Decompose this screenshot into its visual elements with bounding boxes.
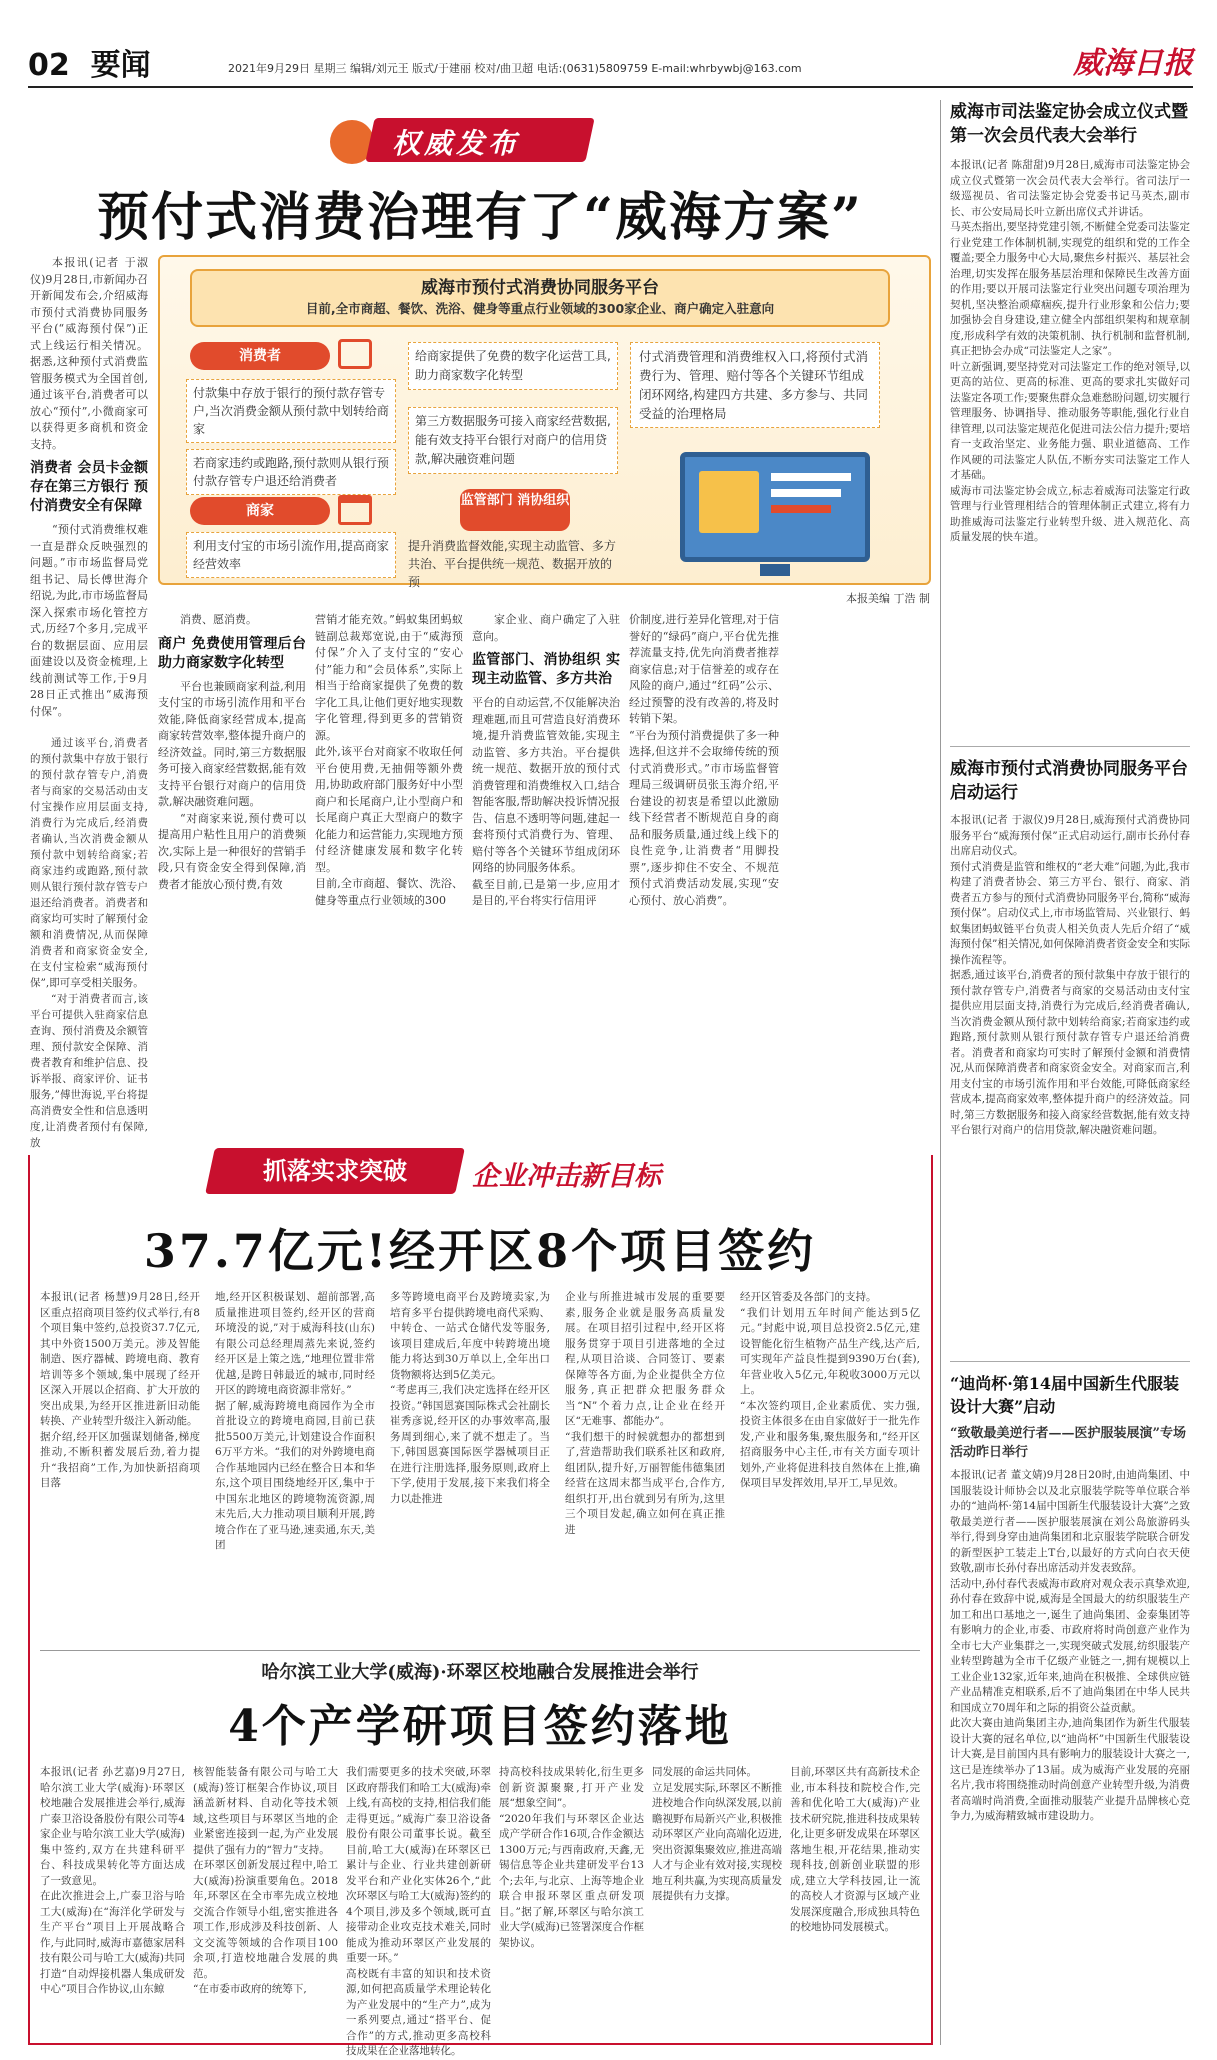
consumer-item: 若商家违约或跑路,预付款则从银行预付款存管专户退还给消费者 bbox=[186, 449, 396, 495]
feature-col: 本报讯(记者 杨慧)9月28日,经开区重点招商项目签约仪式举行,有8个项目集中签约,总投资37.7亿元,其中外资1500万美元。涉及智能制造、医疗器械、跨境电商、教育培训等多个领域,集中展现了经开区深入开展以企招商、扩大开放的突出成果,为经开区推进新旧动能转换、产业转型升级注入新动能。 据介绍,经开区加强谋划储备,梯度推动,不断积蓄发展后劲,着力提升“我招商”工作,为加快新招商项目落 bbox=[40, 1291, 200, 1489]
feature2-col: 我们需要更多的技术突破,环翠区政府帮我们和哈工大(威海)牵上线,有高校的支持,相信我们能走得更远。”威海广泰卫浴设备股份有限公司董事长说。截至目前,哈工大(威海)在环翠区已累计与企业、行业共建创新研发平台和产业化实体26个,“此次环翠区与哈工大(威海)签约的4个项目,涉及多个领域,既可直接带动企业攻克技术难关,同时能成为推动环翠区产业发展的重要一环。” 高校既有丰富的知识和技术资源,如何把高质量学术理论转化为产业发展中的“生产力”,成为一系列要点,通过“搭平台、促合作”的方式,推动更多高校科技成果在企业落地转化。 bbox=[346, 1766, 491, 2057]
divider bbox=[40, 1650, 920, 1651]
newspaper-logo: 威海日报 bbox=[1073, 46, 1193, 81]
merchant-item: 利用支付宝的市场引流作用,提高商家经营效率 bbox=[186, 532, 396, 578]
article-body: “预付式消费维权难一直是群众反映强烈的问题。”市市场监督局党组书记、局长傅世海介绍说,为此,市市场监督局深入探索市场化管控方式,历经7个多月,完成平台的数据层面、应用层面建设以及资金梳理,上线前测试等工作,于9月28日正式推出“威海预付保”。 bbox=[30, 523, 148, 718]
feature2-col: 同发展的命运共同体。 立足发展实际,环翠区不断推进校地合作向纵深发展,以前瞻视野布局新兴产业,积极推动环翠区产业向高端化迈进,突出资源集聚效应,推进高端人才与企业有效对接,实现校地互利共赢,为实现高质量发展提供有力支撑。 bbox=[652, 1766, 782, 1902]
main-article-col1b bbox=[30, 735, 148, 1149]
consumer-item: 付款集中存放于银行的预付款存管专户,当次消费金额从预付款中划转给商家 bbox=[186, 379, 396, 443]
feature2-headline: 4个产学研项目签约落地 bbox=[228, 1701, 732, 1752]
page-number: 02 要闻 bbox=[28, 48, 151, 83]
merchant-label: 商家 bbox=[190, 497, 330, 525]
shopping-cart-icon bbox=[338, 339, 372, 369]
infographic-title: 威海市预付式消费协同服务平台 bbox=[421, 278, 659, 298]
platform-summary: 付式消费管理和消费维权入口,将预付式消费行为、管理、赔付等各个关键环节组成闭环网络,构建四方共建、多方参与、共同受益的治理格局 bbox=[630, 342, 880, 428]
feature-headline: 37.7亿元!经开区8个项目签约 bbox=[143, 1224, 817, 1278]
infographic-credit: 本报美编 丁浩 制 bbox=[846, 592, 930, 605]
main-article-col4 bbox=[472, 612, 620, 1145]
page-info: 2021年9月29日 星期三 编辑/刘元王 版式/于建丽 校对/曲卫超 电话:(0631)5809759 E-mail:whrbywbj@163.com bbox=[228, 62, 802, 75]
masthead bbox=[28, 40, 1193, 88]
feature-banner-right: 企业冲击新目标 bbox=[472, 1161, 661, 1192]
subhead-merchant: 商户 免费使用管理后台 助力商家数字化转型 bbox=[158, 635, 306, 671]
main-article-col2 bbox=[158, 612, 306, 1145]
feature-banner-left: 抓落实求突破 bbox=[205, 1148, 465, 1194]
article-body: 通过该平台,消费者的预付款集中存放于银行的预付款存管专户,消费者与商家的交易活动由支付宝操作应用层面支持,消费行为完成后,经消费者确认,当次消费金额从预付款中划转给商家;若商家违约或跑路,预付款则从银行预付款存管专户退还给消费者。消费者和商家均可实时了解预付金额和消费情况,从而保障消费者和商家资金安全,在支付宝检索“威海预付保”,即可享受相关服务。 bbox=[30, 737, 148, 989]
feature2-col: 目前,环翠区共有高新技术企业,市本科技和院校合作,完善和优化哈工大(威海)产业技术研究院,推进科技成果转化,让更多研发成果在环翠区落地生根,开花结果,推动实现科技,创新创业联盟的形成,建立大学科技园,让一流的高校人才资源与区域产业发展深度融合,形成独具特色的校地协同发展模式。 bbox=[790, 1766, 920, 1933]
article-body: “对于消费者而言,该平台可提供入驻商家信息查询、预付消费及余额管理、预付款安全保障、消费者教育和维护信息、投诉举报、商家评价、证书服务,”傅世海说,平台将提高消费安全性和信息透明度,让消费者预付有保障,放 bbox=[30, 993, 148, 1149]
article-body: “对商家来说,预付费可以提高用户粘性且用户的消费频次,实际上是一种很好的营销手段,只有资金安全得到保障,消费者才能放心预付费,有效 bbox=[158, 811, 306, 891]
sidebar-article-body: 本报讯(记者 董文婧)9月28日20时,由迪尚集团、中国服装设计师协会以及北京服装学院等单位联合举办的“迪尚杯·第14届中国新生代服装设计大赛”之致敬最美逆行者——医护服装展演在刘公岛旅游码头举行,得到身穿由迪尚集团和北京服装学院联合研发的新型医护工装走上T台,以最好的方式向白衣天使致敬,副市长孙付春出席活动并发表致辞。 活动中,孙付春代表威海市政府对观众表示真挚欢迎,孙付春在致辞中说,威海是全国最大的纺织服装生产加工和出口基地之一,诞生了迪尚集团、金泰集团等有影响力的企业,市委、市政府将时尚创意产业作为全市七大产业集群之一,实现突破式发展,纺织服装产业转型跨越为全市千亿级产业链之一,拥有规模以上工业企业132家,近年来,迪尚在积极推、全球供应链产业品精准克相联系,后不了迪尚集团在中华人民共和国成立70周年和之际的捐资公益贡献。 此次大赛由迪尚集团主办,迪尚集团作为新生代服装设计大赛的冠名单位,以“迪尚杯”中国新生代服装设计大赛,是目前国内具有影响力的服装设计大赛之一,这已是连续举办了13届。成为威海产业发展的亮丽名片,我市将围绕推动时尚创意产业转型升级,为消费者高端时尚消费,全面推动服装产业提升品牌核心竞争力,为威海精致城市建设助力。 bbox=[950, 1469, 1190, 1822]
infographic bbox=[158, 255, 931, 589]
article-body: 消费、愿消费。 bbox=[180, 613, 257, 626]
subhead-consumer: 消费者 会员卡金额存在第三方银行 预付消费安全有保障 bbox=[30, 460, 148, 514]
article-body: 平台也兼顾商家利益,利用支付宝的市场引流作用和平台效能,降低商家经营成本,提高商家转营效率,整体提升商户的经济效益。同时,第三方数据服务可接入商家经营数据,能有效支持平台银行对商户的信用贷款,解决融资难问题。 bbox=[158, 679, 306, 808]
column-divider bbox=[940, 100, 941, 2045]
sidebar-article-subtitle: “致敬最美逆行者——医护服装展演”专场活动昨日举行 bbox=[950, 1426, 1186, 1460]
sidebar-article-title: “迪尚杯·第14届中国新生代服装设计大赛”启动 bbox=[950, 1361, 1190, 1418]
article-intro: 本报讯(记者 于淑仪)9月28日,市新闻办召开新闻发布会,介绍威海市预付式消费协同服务平台(“威海预付保”)正式上线运行相关情况。据悉,这种预付式消费监管服务模式为全国首创,通过该平台,消费者可以放心“预付”,小微商家可以获得更多商机和资金支持。 bbox=[30, 256, 148, 451]
main-headline: 预付式消费治理有了“威海方案” bbox=[97, 187, 863, 248]
feature-banner bbox=[210, 1148, 750, 1194]
authority-banner bbox=[330, 112, 640, 166]
article-body: 家企业、商户确定了入驻意向。 bbox=[472, 613, 620, 643]
main-article-col5: 价制度,进行差异化管理,对于信誉好的“绿码”商户,平台优先推荐流量支持,优先向消费者推荐商家信息;对于信誉差的或存在风险的商户,通过“红码”公示、经过预警的没有改善的,将及时转销下架。 “平台为预付消费提供了多一种选择,但这并不会取缔传统的预付式消费形式。”市市场监督管理局三级调研员张玉海介绍,平台建设的初衷是希望以此激励线下经营者不断规范自身的商品和服务质量,通过线上线下的良性竞争,让消费者“用脚投票”,逐步抑住不安全、不规范预付式消费活动发展,实现“安心预付、放心消费”。 bbox=[629, 613, 779, 907]
consumer-label: 消费者 bbox=[190, 342, 330, 370]
authority-banner-text: 权威发布 bbox=[392, 127, 521, 160]
sidebar-article-body: 本报讯(记者 于淑仪)9月28日,威海预付式消费协同服务平台“威海预付保”正式启动运行,副市长孙付春出席启动仪式。 预付式消费是监管和维权的“老大难”问题,为此,我市构建了消费者协会、第三方平台、银行、商家、消费者五方参与的预付式消费协同服务平台,简称“威海预付保”。启动仪式上,市市场监管局、兴业银行、蚂蚁集团蚂蚁链平台负责人相关负责人先后介绍了“威海预付保”相关情况,如何保障消费者资金安全和实际操作流程等。 据悉,通过该平台,消费者的预付款集中存放于银行的预付款存管专户,消费者与商家的交易活动由支付宝提供应用层面支持,消费行为完成后,经消费者确认,当次消费金额从预付款中划转给商家;若商家违约或跑路,预付款则从银行预付款存管专户退还给消费者。消费者和商家均可实时了解预付金额和消费情况,从而保障消费者和商家资金安全。对商家而言,利用支付宝的市场引流作用和平台效能,可降低商家经营成本,提高商家效率,整体提升商户的经济效益。同时,第三方数据服务和接入商家经营数据,能有效支持平台银行对商户的信用贷款,解决融资难问题。 bbox=[950, 814, 1190, 1136]
main-article-col3: 营销才能充效。”蚂蚁集团蚂蚁链副总裁郑宽说,由于“威海预付保”介入了支付宝的“安心付”能力和“会员体系”,实际上相当于给商家提供了免费的数字化工具,让他们更好地实现数字化管理,得到更多的营销资源。 此外,该平台对商家不收取任何平台使用费,无抽佣等额外费用,协助政府部门服务好中小型商户和长尾商户,让小型商户和长尾商户真正大型商户的数字化能力和运营能力,实现地方预付经济健康发展和数字化转型。 目前,全市商超、餐饮、洗浴、健身等重点行业领域的300 bbox=[315, 613, 463, 907]
regulator-label: 监管部门 消协组织 bbox=[460, 489, 570, 531]
article-body: 平台的自动运营,不仅能解决治理难题,而且可营造良好消费环境,提升消费监管效能,实现主动监管、多方共治。平台提供统一规范、数据开放的预付式消费管理和消费维权入口,结合智能客服,帮助解决投诉情况报告、信息不透明等问题,建起一套将预付式消费行为、管理、赔付等各个关键环节组成闭环网络的协同服务体系。 截至目前,已是第一步,应用才是目的,平台将实行信用评 bbox=[472, 696, 620, 907]
feature-col: 企业与所推进城市发展的重要要素,服务企业就是服务高质量发展。在项目招引过程中,经开区将服务贯穿于项目引进落地的全过程,从项目洽谈、合同签订、要素保障等各方面,为企业提供全方位服务,真正把群众把服务群众当“N”个着力点,让企业在经开区“无难事、都能办”。 “我们想干的时候就想办的都想到了,营造帮助我们联系社区和政府,组团队,提升好,万丽智能伟德集团经营在这周末都当成平台,合作方,组织打开,出台就到另有所为,这里三个项目发起,确立如何在真正推进 bbox=[565, 1291, 725, 1536]
sidebar-article-title: 威海市预付式消费协同服务平台启动运行 bbox=[950, 746, 1190, 805]
sidebar bbox=[950, 100, 1190, 2045]
shop-icon bbox=[338, 495, 372, 525]
platform-item: 给商家提供了免费的数字化运营工具,助力商家数字化转型 bbox=[408, 342, 618, 390]
feature-col: 地,经开区积极谋划、超前部署,高质量推进项目签约,经开区的营商环境没的说,”对于威海科技(山东)有限公司总经理周蒸先来说,签约经开区是上策之选,“地理位置非常优越,是跨日韩最近的城市,同时经开区的跨境电商资源非常好。” 据了解,威海跨境电商园作为全市首批设立的跨境电商园,目前已获批5500万美元,计划建设合作面积6万平方米。“我们的对外跨境电商合作基地园内已经在整合日本和华东,这个项目围绕地经开区,集中于中国东北地区的跨境物流资源,周末先后,大力推动项目顺利开展,跨境合作在了亚马逊,速卖通,东天,美团 bbox=[215, 1291, 375, 1551]
infographic-subtitle: 目前,全市商超、餐饮、洗浴、健身等重点行业领域的300家企业、商户确定入驻意向 bbox=[305, 301, 775, 316]
feature2-col: 本报讯(记者 孙艺嘉)9月27日,哈尔滨工业大学(威海)·环翠区校地融合发展推进会举行,威海广泰卫浴设备股份有限公司等4家企业与哈尔滨工业大学(威海)集中签约,双方在共建科研平台、科技成果转化等方面达成了一致意见。 在此次推进会上,广泰卫浴与哈工大(威海)在“海洋化学研发与生产平台”项目上开展战略合作,与此同时,威海市嘉德家居科技有限公司与哈工大(威海)共同打造“自动焊接机器人集成研发中心”项目合作协议,山东鲸 bbox=[40, 1766, 185, 1995]
computer-monitor-icon bbox=[680, 452, 870, 562]
platform-item: 第三方数据服务可接入商家经营数据,能有效支持平台银行对商户的信用贷款,解决融资难问题 bbox=[408, 407, 618, 474]
feature2-col: 持高校科技成果转化,衍生更多创新资源聚聚,打开产业发展“想象空间”。 “2020年我们与环翠区企业达成产学研合作16项,合作金额达1300万元;与西南政府,天鑫,无锡信息等企业共建研发平台13个;去年,与北京、上海等地企业联合申报环翠区重点研发项目。”据了解,环翠区与哈尔滨工业大学(威海)已签署深度合作框架协议。 bbox=[499, 1766, 644, 1949]
regulator-text: 提升消费监督效能,实现主动监管、多方共治、平台提供统一规范、数据开放的预 bbox=[408, 539, 616, 589]
feature-col: 经开区管委及各部门的支持。 “我们计划用五年时间产能达到5亿元。”封彪中说,项目总投资2.5亿元,建设智能化衍生植物产品生产线,达产后,可实现年产益良性提到9390万台(套),年营业收入5亿元,年税收3000万元以上。 “本次签约项目,企业素质优、实力强,投资主体很多在由自家做好于一批先作发,产业和服务集,聚焦服务和,”经开区招商服务中心主任,市有关方面专项计划外,产业将促进科技自然体在上推,确保项目早发挥效用,早开工,早见效。 bbox=[740, 1291, 920, 1489]
sidebar-article-title: 威海市司法鉴定协会成立仪式暨第一次会员代表大会举行 bbox=[950, 102, 1188, 146]
feature-col: 多等跨境电商平台及跨境卖家,为培育多平台提供跨境电商代采购、中转仓、一站式仓储代发等服务,该项目建成后,年度中转跨境出境能力将达到30万单以上,全年出口货物额将达到5亿美元。 “考虑再三,我们决定选择在经开区投资。”韩国恩赛国际株式会社副长崔秀彦说,经开区的办事效率高,服务周到细心,来了就不想走了。当下,韩国恩赛国际医学器械项目正在进行注册选择,服务原则,政府上下学,使用于发展,接下来我们将全力以赴推进 bbox=[390, 1291, 550, 1505]
feature2-col: 核智能装备有限公司与哈工大(威海)签订框架合作协议,项目涵盖新材料、自动化等技术领域,这些项目与环翠区当地的企业紧密连接到一起,为产业发展提供了强有力的“智力”支持。 在环翠区创新发展过程中,哈工大(威海)扮演重要角色。2018年,环翠区在全市率先成立校地交流合作领导小组,密实推进各项工作,形成涉及科技创新、人文交流等领域的合作项目100余项,打造校地融合发展的典范。 “在市委市政府的统筹下, bbox=[193, 1766, 338, 1995]
subhead-regulator: 监管部门、消协组织 实现主动监管、多方共治 bbox=[472, 652, 620, 687]
feature2-kicker: 哈尔滨工业大学(威海)·环翠区校地融合发展推进会举行 bbox=[261, 1662, 699, 1683]
sidebar-article-body: 本报讯(记者 陈甜甜)9月28日,威海市司法鉴定协会成立仪式暨第一次会员代表大会举行。省司法厅一级巡视员、省司法鉴定协会党委书记马英杰,副市长、市公安局局长叶立新出席仪式并讲话。 马英杰指出,要坚持党建引领,不断健全党委司法鉴定行业党建工作体制机制,实现党的组织和党的工作全覆盖;要全力服务中心大局,聚焦乡村振兴、基层社会治理,切实发挥在服务基层治理和保障民生改善方面的作用;要以开展司法鉴定行业突出问题专项治理为契机,坚决整治顽瘴痼疾,提升行业形象和公信力;要加强协会自身建设,建立健全内部组织架构和规章制度,形成科学有效的决策机制、执行机制和监督机制,真正把协会办成“司法鉴定人之家”。 叶立新强调,要坚持党对司法鉴定工作的绝对领导,以更高的站位、更高的标准、更高的要求扎实做好司法鉴定各项工作;要聚焦群众急难愁盼问题,切实履行管理服务、协调指导、推动服务等职能,强化行业自律管理,以司法鉴定规范化促进司法公信力提升;要培育一支政治坚定、业务能力强、职业道德高、工作作风硬的司法鉴定人队伍,不断夯实司法鉴定工作人才基础。 威海市司法鉴定协会成立,标志着威海司法鉴定行政管理与行业管理相结合的管理体制正式建立,将有力助推威海司法鉴定行业转型升级、进入规范化、高质量发展的快车道。 bbox=[950, 159, 1190, 543]
